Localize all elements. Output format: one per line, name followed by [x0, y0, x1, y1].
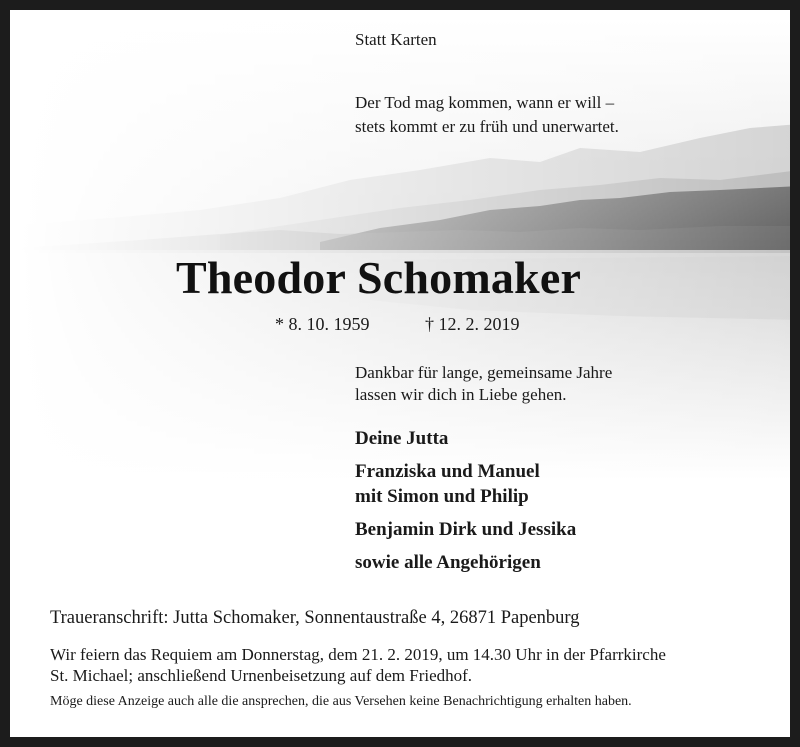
notification-note: Möge diese Anzeige auch alle die ansprechen, die aus Versehen keine Benachrichtigung erhalten haben.	[50, 694, 632, 709]
statt-karten-label: Statt Karten	[355, 30, 437, 49]
deceased-name: Theodor Schomaker	[176, 252, 582, 303]
death-date: † 12. 2. 2019	[425, 314, 520, 334]
mourner-jutta: Deine Jutta	[355, 428, 449, 449]
requiem-line-2: St. Michael; anschließend Urnenbeisetzung auf dem Friedhof.	[50, 666, 473, 685]
mourner-franziska-manuel: Franziska und Manuel	[355, 461, 540, 482]
requiem-line-1: Wir feiern das Requiem am Donnerstag, dem 21. 2. 2019, um 14.30 Uhr in der Pfarrkirche	[50, 645, 666, 664]
gratitude-line-2: lassen wir dich in Liebe gehen.	[355, 385, 567, 404]
mourner-relatives: sowie alle Angehörigen	[355, 552, 541, 573]
misty-lake-landscape	[20, 20, 800, 480]
mourning-address: Traueranschrift: Jutta Schomaker, Sonnentaustraße 4, 26871 Papenburg	[50, 608, 580, 628]
mourner-simon-philip: mit Simon und Philip	[355, 486, 529, 507]
mourner-benjamin-jessika: Benjamin Dirk und Jessika	[355, 519, 577, 540]
quote-line-1: Der Tod mag kommen, wann er will –	[355, 93, 615, 112]
gratitude-line-1: Dankbar für lange, gemeinsame Jahre	[355, 363, 613, 382]
birth-date: * 8. 10. 1959	[275, 314, 370, 334]
quote-line-2: stets kommt er zu früh und unerwartet.	[355, 117, 619, 136]
